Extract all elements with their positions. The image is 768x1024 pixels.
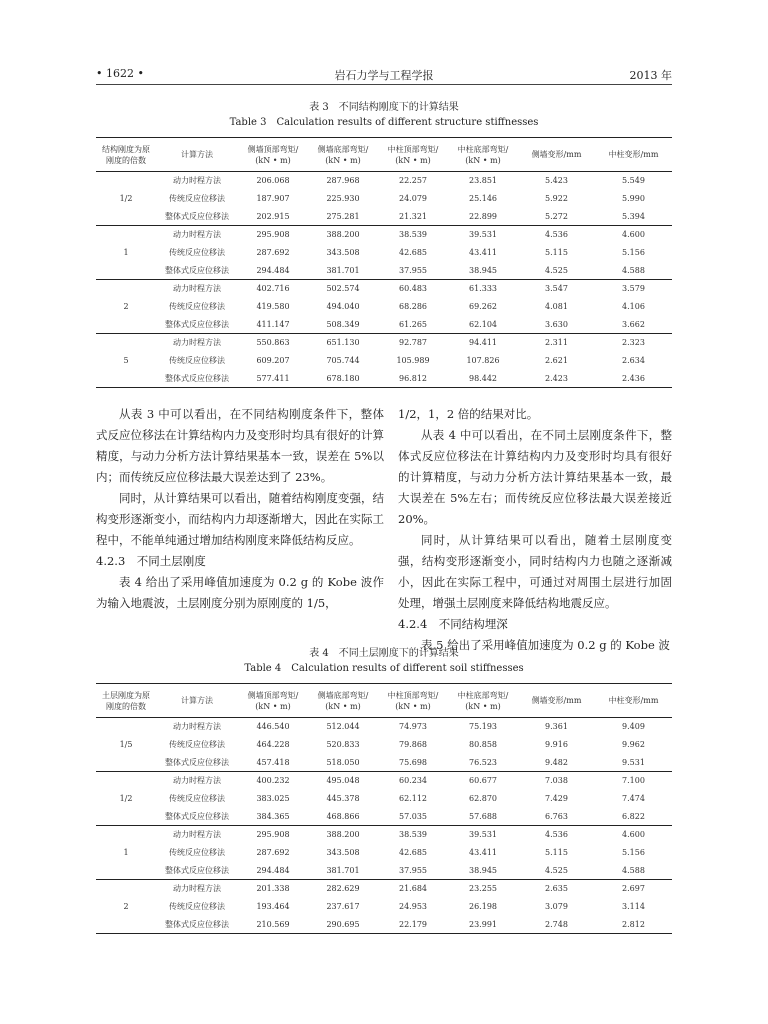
value-cell: 2.748	[545, 919, 568, 929]
value-cell: 7.474	[622, 794, 645, 803]
method-cell: 整体式反应位移法	[165, 265, 229, 275]
value-cell: 193.464	[256, 902, 290, 911]
value-cell: 388.200	[326, 830, 360, 840]
value-cell: 5.115	[545, 248, 568, 257]
method-cell: 整体式反应位移法	[165, 757, 229, 767]
table-row	[96, 208, 672, 226]
column-header	[595, 684, 672, 718]
value-cell: 60.483	[399, 284, 427, 294]
table4-caption-en: Table 4 Calculation results of different soil stiffnesses	[244, 663, 524, 674]
value-cell: 23.851	[469, 176, 497, 186]
column-header	[308, 684, 378, 718]
value-cell: 3.079	[545, 902, 568, 911]
value-cell: 22.257	[399, 176, 427, 186]
column-header-line: (kN • m)	[395, 155, 431, 165]
value-cell: 62.112	[399, 794, 427, 803]
column-header	[96, 138, 156, 172]
value-cell: 5.990	[622, 194, 645, 203]
value-cell: 6.763	[545, 811, 568, 821]
value-cell: 94.411	[469, 338, 497, 348]
value-cell: 287.692	[256, 848, 290, 857]
method-cell: 动力时程方法	[173, 830, 221, 840]
value-cell: 74.973	[399, 722, 427, 732]
column-header-line: (kN • m)	[255, 701, 291, 711]
method-cell: 传统反应位移法	[169, 302, 225, 311]
method-cell: 动力时程方法	[173, 776, 221, 786]
running-header	[96, 64, 672, 85]
body-paragraph: 表 5 给出了采用峰值加速度为 0.2 g 的 Kobe 波	[421, 638, 670, 652]
value-cell: 445.378	[326, 794, 360, 803]
value-cell: 38.945	[469, 865, 497, 875]
column-header-line: (kN • m)	[465, 701, 501, 711]
journal-title: 岩石力学与工程学报	[334, 69, 434, 82]
table-row	[96, 808, 672, 826]
value-cell: 4.536	[545, 230, 568, 240]
value-cell: 5.156	[622, 848, 645, 857]
value-cell: 294.484	[256, 265, 290, 275]
value-cell: 57.688	[469, 811, 497, 821]
table4-caption	[96, 646, 672, 676]
column-header-line: 中柱变形/mm	[608, 150, 659, 159]
table3-caption-cn: 表 3 不同结构刚度下的计算结果	[309, 102, 459, 113]
method-cell: 动力时程方法	[173, 284, 221, 294]
value-cell: 21.684	[399, 884, 427, 894]
stiffness-factor-cell: 1/5	[119, 740, 133, 749]
value-cell: 2.697	[622, 884, 645, 894]
column-header	[238, 138, 308, 172]
value-cell: 5.423	[545, 176, 568, 186]
method-cell: 动力时程方法	[173, 338, 221, 348]
table3-header-row	[96, 138, 672, 172]
value-cell: 5.549	[622, 176, 645, 186]
column-header-line: 侧墙顶部弯矩/	[247, 144, 299, 154]
method-cell: 传统反应位移法	[169, 794, 225, 803]
table-row	[96, 262, 672, 280]
value-cell: 75.193	[469, 722, 497, 732]
value-cell: 287.968	[326, 176, 360, 186]
column-header-line: 计算方法	[181, 150, 213, 159]
value-cell: 468.866	[326, 811, 360, 821]
value-cell: 9.916	[545, 740, 568, 749]
column-header-line: 计算方法	[181, 696, 213, 705]
column-header-line: 中柱底部弯矩/	[457, 144, 509, 154]
value-cell: 22.179	[399, 919, 427, 929]
value-cell: 42.685	[399, 248, 427, 257]
value-cell: 202.915	[256, 211, 290, 221]
value-cell: 237.617	[326, 902, 360, 911]
table-row	[96, 190, 672, 208]
table-row	[96, 718, 672, 736]
value-cell: 577.411	[256, 373, 290, 383]
value-cell: 4.600	[622, 230, 645, 240]
value-cell: 3.114	[622, 902, 645, 911]
value-cell: 38.945	[469, 265, 497, 275]
value-cell: 4.525	[545, 865, 568, 875]
method-cell: 整体式反应位移法	[165, 373, 229, 383]
value-cell: 343.508	[326, 848, 360, 857]
stiffness-factor-cell: 1	[123, 248, 129, 257]
column-header-line: 侧墙底部弯矩/	[317, 690, 369, 700]
body-paragraph: 1/2，1，2 倍的结果对比。	[398, 407, 539, 421]
column-header	[448, 684, 518, 718]
value-cell: 502.574	[326, 284, 360, 294]
value-cell: 3.662	[622, 319, 645, 329]
table-row	[96, 862, 672, 880]
value-cell: 61.333	[469, 284, 497, 294]
value-cell: 4.588	[622, 265, 645, 275]
value-cell: 7.100	[622, 776, 645, 786]
value-cell: 187.907	[256, 194, 290, 203]
body-paragraph: 同时，从计算结果可以看出，随着土层刚度变强，结构变形逐渐变小，同时结构内力也随之逐渐减小，因此在实际工程中，可通过对周围土层进行加固处理，增强土层刚度来降低结构地震反应。	[398, 533, 672, 610]
value-cell: 210.569	[256, 919, 290, 929]
table-row	[96, 790, 672, 808]
value-cell: 495.048	[326, 776, 360, 786]
value-cell: 5.394	[622, 211, 645, 221]
value-cell: 651.130	[326, 338, 360, 348]
value-cell: 508.349	[326, 319, 360, 329]
value-cell: 105.989	[396, 356, 430, 365]
value-cell: 5.156	[622, 248, 645, 257]
value-cell: 26.198	[469, 902, 497, 911]
method-cell: 传统反应位移法	[169, 848, 225, 857]
value-cell: 62.104	[469, 319, 497, 329]
column-header-line: (kN • m)	[255, 155, 291, 165]
value-cell: 520.833	[326, 740, 360, 749]
table-row	[96, 244, 672, 262]
value-cell: 5.922	[545, 194, 568, 203]
value-cell: 60.234	[399, 776, 427, 786]
method-cell: 整体式反应位移法	[165, 919, 229, 929]
value-cell: 494.040	[326, 302, 360, 311]
value-cell: 2.311	[545, 338, 568, 348]
table-row	[96, 916, 672, 934]
value-cell: 287.692	[256, 248, 290, 257]
value-cell: 37.955	[399, 865, 427, 875]
value-cell: 3.630	[545, 319, 568, 329]
value-cell: 3.579	[622, 284, 645, 294]
value-cell: 282.629	[326, 884, 360, 894]
value-cell: 22.899	[469, 211, 497, 221]
table3-body	[96, 172, 672, 388]
value-cell: 457.418	[256, 757, 290, 767]
stiffness-factor-cell: 1	[123, 848, 129, 857]
value-cell: 225.930	[326, 194, 360, 203]
table-row	[96, 772, 672, 790]
value-cell: 2.812	[622, 919, 645, 929]
table-row	[96, 334, 672, 352]
value-cell: 419.580	[256, 302, 290, 311]
body-paragraph: 从表 3 中可以看出，在不同结构刚度条件下，整体式反应位移法在计算结构内力及变形时均具有很好的计算精度，与动力分析方法计算结果基本一致，误差在 5%以内；而传统反应位移法最大误差达到了 23%。	[96, 407, 384, 484]
value-cell: 400.232	[256, 776, 290, 786]
section-heading: 4.2.4 不同结构埋深	[398, 617, 508, 631]
column-header-line: 刚度的倍数	[106, 155, 146, 165]
column-header-line: (kN • m)	[325, 701, 361, 711]
page-number: • 1622 •	[96, 67, 144, 80]
table4	[96, 683, 672, 934]
column-header	[96, 684, 156, 718]
value-cell: 9.962	[622, 740, 645, 749]
value-cell: 2.634	[622, 356, 645, 365]
value-cell: 4.525	[545, 265, 568, 275]
method-cell: 动力时程方法	[173, 230, 221, 240]
value-cell: 2.323	[622, 338, 645, 348]
value-cell: 518.050	[326, 757, 360, 767]
value-cell: 42.685	[399, 848, 427, 857]
column-header-line: (kN • m)	[395, 701, 431, 711]
table-row	[96, 844, 672, 862]
table-row	[96, 826, 672, 844]
value-cell: 201.338	[256, 884, 290, 894]
value-cell: 6.822	[622, 811, 645, 821]
table4-header-row	[96, 684, 672, 718]
value-cell: 24.953	[399, 902, 427, 911]
value-cell: 678.180	[326, 373, 360, 383]
value-cell: 23.255	[469, 884, 497, 894]
value-cell: 446.540	[256, 722, 290, 732]
table3	[96, 137, 672, 388]
value-cell: 290.695	[326, 919, 360, 929]
table-row	[96, 370, 672, 388]
value-cell: 3.547	[545, 284, 568, 294]
value-cell: 43.411	[469, 248, 497, 257]
table4-body	[96, 718, 672, 934]
value-cell: 60.677	[469, 776, 497, 786]
value-cell: 9.361	[545, 722, 568, 732]
table-row	[96, 880, 672, 898]
method-cell: 动力时程方法	[173, 176, 221, 186]
value-cell: 5.272	[545, 211, 568, 221]
column-header-line: 侧墙底部弯矩/	[317, 144, 369, 154]
method-cell: 传统反应位移法	[169, 740, 225, 749]
stiffness-factor-cell: 5	[123, 356, 129, 365]
value-cell: 381.701	[326, 865, 360, 875]
value-cell: 37.955	[399, 265, 427, 275]
value-cell: 25.146	[469, 194, 497, 203]
method-cell: 整体式反应位移法	[165, 319, 229, 329]
value-cell: 464.228	[256, 740, 290, 749]
body-paragraph: 同时，从计算结果可以看出，随着结构刚度变强，结构变形逐渐变小，而结构内力却逐渐增大，因此在实际工程中，不能单纯通过增加结构刚度来降低结构反应。	[96, 491, 384, 547]
column-header-line: 刚度的倍数	[106, 701, 146, 711]
body-paragraph: 从表 4 中可以看出，在不同土层刚度条件下，整体式反应位移法在计算结构内力及变形时均具有很好的计算精度，与动力分析方法计算结果基本一致，最大误差在 5%左右；而传统反应位移法最大误差接近 20%。	[398, 428, 672, 526]
value-cell: 69.262	[469, 302, 497, 311]
table-row	[96, 898, 672, 916]
column-header	[238, 684, 308, 718]
value-cell: 2.621	[545, 356, 568, 365]
table3-caption-en: Table 3 Calculation results of different structure stiffnesses	[229, 117, 539, 128]
column-header	[518, 684, 595, 718]
value-cell: 75.698	[399, 757, 427, 767]
method-cell: 传统反应位移法	[169, 356, 225, 365]
method-cell: 动力时程方法	[173, 722, 221, 732]
column-header-line: (kN • m)	[465, 155, 501, 165]
table4-caption-cn: 表 4 不同土层刚度下的计算结果	[309, 648, 459, 659]
value-cell: 79.868	[399, 740, 427, 749]
value-cell: 550.863	[256, 338, 290, 348]
value-cell: 381.701	[326, 265, 360, 275]
column-header-line: 中柱顶部弯矩/	[387, 144, 439, 154]
value-cell: 4.588	[622, 865, 645, 875]
section-heading: 4.2.3 不同土层刚度	[96, 554, 206, 568]
method-cell: 整体式反应位移法	[165, 811, 229, 821]
value-cell: 7.429	[545, 794, 568, 803]
column-header-line: 土层刚度为原	[102, 690, 150, 700]
publication-year: 2013 年	[629, 69, 672, 82]
column-header	[448, 138, 518, 172]
value-cell: 4.536	[545, 830, 568, 840]
stiffness-factor-cell: 2	[123, 302, 129, 311]
body-column-right	[398, 404, 672, 656]
method-cell: 整体式反应位移法	[165, 211, 229, 221]
method-cell: 传统反应位移法	[169, 194, 225, 203]
column-header-line: 中柱顶部弯矩/	[387, 690, 439, 700]
column-header	[378, 684, 448, 718]
value-cell: 21.321	[399, 211, 427, 221]
value-cell: 4.600	[622, 830, 645, 840]
column-header	[308, 138, 378, 172]
table-row	[96, 754, 672, 772]
value-cell: 2.436	[622, 373, 645, 383]
table-row	[96, 172, 672, 190]
table-row	[96, 736, 672, 754]
value-cell: 609.207	[256, 356, 290, 365]
value-cell: 295.908	[256, 830, 290, 840]
value-cell: 383.025	[256, 794, 290, 803]
value-cell: 2.635	[545, 884, 568, 894]
column-header-line: 结构刚度为原	[102, 144, 150, 154]
method-cell: 传统反应位移法	[169, 248, 225, 257]
body-paragraph: 表 4 给出了采用峰值加速度为 0.2 g 的 Kobe 波作为输入地震波，土层刚度分别为原刚度的 1/5，	[96, 575, 384, 610]
value-cell: 294.484	[256, 865, 290, 875]
value-cell: 80.858	[469, 740, 497, 749]
column-header-line: 中柱变形/mm	[608, 696, 659, 705]
value-cell: 76.523	[469, 757, 497, 767]
value-cell: 39.531	[469, 830, 497, 840]
value-cell: 38.539	[399, 830, 427, 840]
value-cell: 7.038	[545, 776, 568, 786]
value-cell: 98.442	[469, 373, 497, 383]
value-cell: 61.265	[399, 319, 427, 329]
value-cell: 9.482	[545, 757, 568, 767]
value-cell: 24.079	[399, 194, 427, 203]
value-cell: 38.539	[399, 230, 427, 240]
value-cell: 43.411	[469, 848, 497, 857]
value-cell: 5.115	[545, 848, 568, 857]
column-header-line: 侧墙顶部弯矩/	[247, 690, 299, 700]
table-row	[96, 226, 672, 244]
method-cell: 传统反应位移法	[169, 902, 225, 911]
value-cell: 384.365	[256, 811, 290, 821]
value-cell: 4.081	[545, 302, 568, 311]
value-cell: 402.716	[256, 284, 290, 294]
table3-caption	[96, 100, 672, 130]
stiffness-factor-cell: 2	[123, 902, 129, 911]
column-header	[378, 138, 448, 172]
table-row	[96, 298, 672, 316]
value-cell: 107.826	[466, 356, 500, 365]
column-header-line: 侧墙变形/mm	[531, 696, 582, 705]
method-cell: 整体式反应位移法	[165, 865, 229, 875]
value-cell: 512.044	[326, 722, 360, 732]
column-header	[156, 684, 238, 718]
method-cell: 动力时程方法	[173, 884, 221, 894]
value-cell: 4.106	[622, 302, 645, 311]
table-row	[96, 280, 672, 298]
value-cell: 295.908	[256, 230, 290, 240]
column-header-line: (kN • m)	[325, 155, 361, 165]
value-cell: 96.812	[399, 373, 427, 383]
value-cell: 92.787	[399, 338, 427, 348]
value-cell: 2.423	[545, 373, 568, 383]
value-cell: 57.035	[399, 811, 427, 821]
column-header-line: 侧墙变形/mm	[531, 150, 582, 159]
column-header	[595, 138, 672, 172]
body-column-left	[96, 404, 384, 614]
value-cell: 206.068	[256, 176, 290, 186]
value-cell: 39.531	[469, 230, 497, 240]
table-row	[96, 316, 672, 334]
value-cell: 9.409	[622, 722, 645, 732]
stiffness-factor-cell: 1/2	[119, 194, 133, 203]
column-header	[156, 138, 238, 172]
value-cell: 275.281	[326, 211, 360, 221]
value-cell: 68.286	[399, 302, 427, 311]
stiffness-factor-cell: 1/2	[119, 794, 133, 803]
value-cell: 343.508	[326, 248, 360, 257]
value-cell: 705.744	[326, 356, 360, 365]
value-cell: 9.531	[622, 757, 645, 767]
column-header	[518, 138, 595, 172]
table-row	[96, 352, 672, 370]
column-header-line: 中柱底部弯矩/	[457, 690, 509, 700]
value-cell: 62.870	[469, 794, 497, 803]
value-cell: 388.200	[326, 230, 360, 240]
value-cell: 411.147	[256, 319, 290, 329]
value-cell: 23.991	[469, 919, 497, 929]
